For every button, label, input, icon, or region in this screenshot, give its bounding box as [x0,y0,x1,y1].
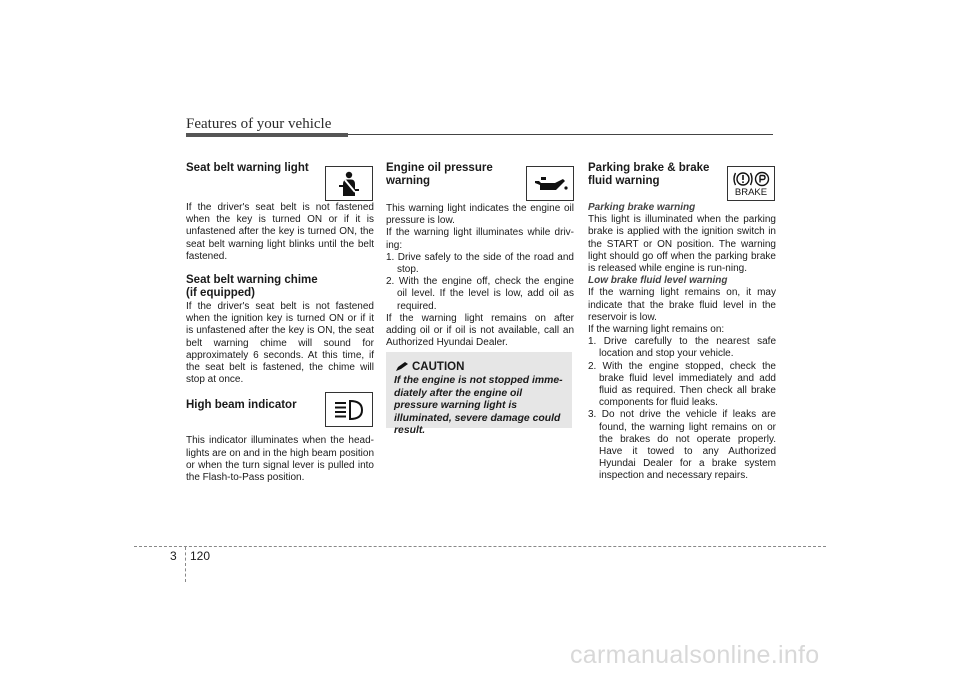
oil-lead: If the warning light illuminates while driv-ing: [386,227,574,251]
oil-steps [386,252,574,313]
oil-step-1: 1. Drive safely to the side of the road and stop. [386,251,574,276]
brake-steps [588,336,776,482]
column-3 [588,162,776,483]
caution-text: If the engine is not stopped imme-diately after the engine oil pressure warning light is illuminated, severe damage could result. [394,375,563,437]
brake-lead: If the warning light remains on: [588,324,725,336]
high-beam-text: This indicator illuminates when the head-lights are on and in the high beam position or when the turn signal lever is pulled into the Flash-to-Pass position. [186,435,374,484]
column-1 [186,162,374,484]
seatbelt-chime-title-line1: Seat belt warning chime [186,274,318,287]
brake-icon-label: BRAKE [734,186,768,198]
footer-divider [185,547,186,582]
oil-can-icon [526,166,574,201]
page-header-title: Features of your vehicle [186,116,332,132]
seatbelt-chime-text: If the driver's seat belt is not fastened when the ignition key is turned ON or if it is unfastened after the key is ON, the seat belt warning chime will sound for approximately 6 seconds. At this time, if the seat belt is fastened, the chime will stop at once. [186,301,374,386]
caution-title: CAUTION [412,361,465,373]
seatbelt-icon [325,166,373,201]
watermark: carmanualsonline.info [570,641,820,669]
caution-box [386,352,572,437]
seatbelt-chime-title-line2: (if equipped) [186,286,255,299]
oil-step-2: 2. With the engine off, check the engine oil level. If the level is low, add oil as required. [386,276,574,312]
section-number: 3 [170,549,177,563]
page-number: 120 [190,549,211,563]
header-rule [348,134,773,135]
seatbelt-chime-title [186,274,374,299]
oil-title-line1: Engine oil pressure [386,162,493,174]
brake-title-line2: fluid warning [588,174,660,187]
brake-fluid-text: If the warning light remains on, it may indicate that the brake fluid level in the reservoir is low. [588,287,776,323]
oil-title-line2: warning [386,174,431,187]
parking-brake-text: This light is illuminated when the parking brake is applied with the ignition switch in the START or ON position. The warning light should go off when the parking brake is released while engine is run-ning. [588,214,776,275]
parking-brake-subtitle: Parking brake warning [588,202,696,213]
oil-intro: This warning light indicates the engine oil pressure is low. [386,203,574,227]
brake-title-line1: Parking brake & brake [588,162,710,174]
brake-step-2: 2. With the engine stopped, check the brake fluid level immediately and add fluid as required. Then check all brake components for fluid leaks. [588,360,776,409]
seatbelt-light-title: Seat belt warning light [186,162,309,174]
brake-step-1: 1. Drive carefully to the nearest safe location and stop your vehicle. [588,336,776,360]
brake-fluid-subtitle: Low brake fluid level warning [588,275,728,287]
high-beam-icon [325,392,373,427]
pencil-icon [395,362,409,372]
footer-rule [134,546,826,547]
high-beam-title: High beam indicator [186,399,297,412]
oil-after: If the warning light remains on after adding oil or if oil is not available, call an Authorized Hyundai Dealer. [386,312,574,349]
brake-icon [727,166,775,201]
brake-step-3: 3. Do not drive the vehicle if leaks are found, the warning light remains on or the brakes do not operate properly. Have it towed to any Authorized Hyundai Dealer for a brake system inspection and necessary repairs. [588,409,776,482]
seatbelt-light-text: If the driver's seat belt is not fastened when the key is turned ON or if it is unfastened after the key is turned ON, the seat belt warning light blinks until the belt fastened. [186,202,374,262]
header-bar [186,133,348,137]
